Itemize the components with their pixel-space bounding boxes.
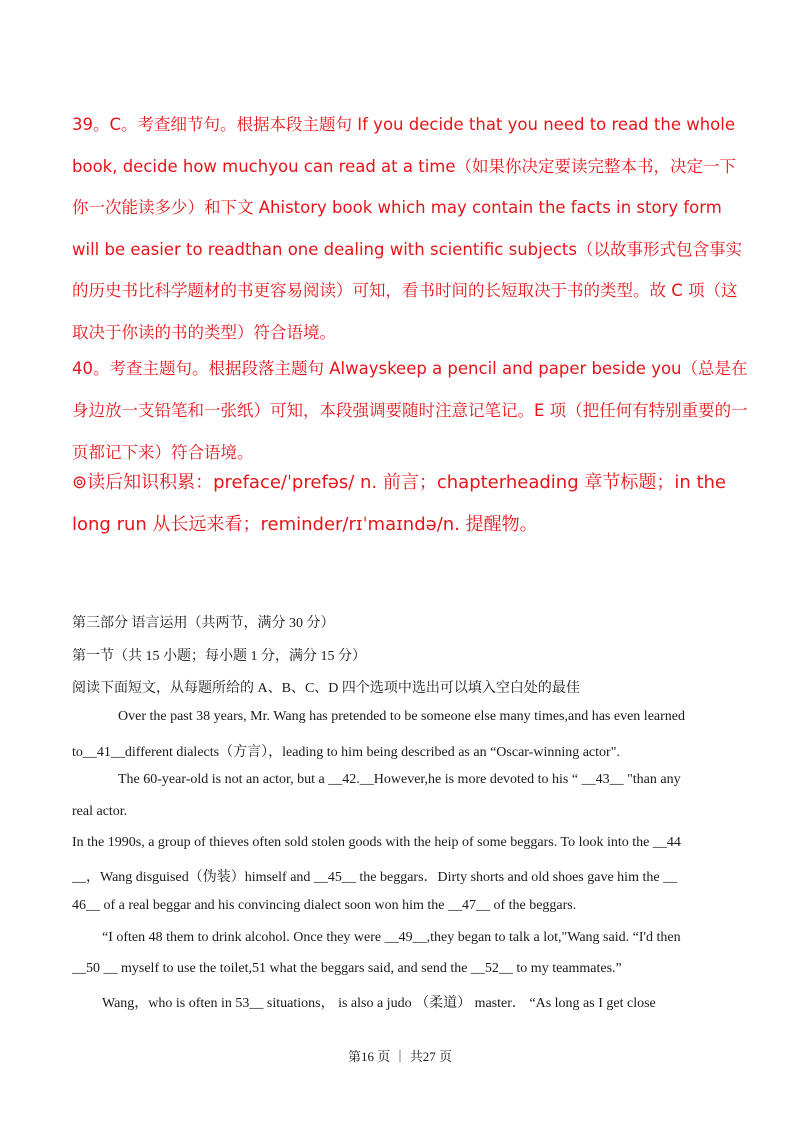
section-instruction: 阅读下面短文，从每题所给的 A、B、C、D 四个选项中选出可以填入空白处的最佳 <box>72 681 580 696</box>
page-footer: 第16 页 ｜ 共27 页 <box>347 1049 452 1064</box>
passage-line: “I often 48 them to drink alcohol. Once they were __49__,they began to talk a lot,"Wang said. “I'd then <box>102 930 681 945</box>
passage-line: 46__ of a real beggar and his convincing dialect soon won him the __47__ of the beggars. <box>72 898 577 913</box>
passage-line: real actor. <box>72 804 128 819</box>
passage-line: In the 1990s, a group of thieves often sold stolen goods with the heip of some beggars. To look into the __44 <box>72 835 681 850</box>
passage-line: to__41__different dialects（方言），leading to him being described as an “Oscar-winning actor". <box>72 745 620 760</box>
knowledge-note <box>72 462 752 545</box>
section-subheading: 第一节（共 15 小题；每小题 1 分，满分 15 分） <box>72 649 366 664</box>
passage-line: Wang，who is often in 53__ situations， is also a judo （柔道） master． “As long as I get close <box>102 996 656 1011</box>
answer-39 <box>72 104 752 353</box>
section-heading: 第三部分 语言运用（共两节，满分 30 分） <box>72 616 335 631</box>
passage-line: The 60-year-old is not an actor, but a __42.__However,he is more devoted to his “ __43__ "than any <box>118 772 681 787</box>
passage-line: __50 __ myself to use the toilet,51 what the beggars said, and send the __52__ to my teammates.” <box>72 961 622 976</box>
knowledge-note-text: ⊚读后知识积累：preface/ˈprefəs/ n. 前言；chapterheading 章节标题；in the long run 从长远来看；reminder/rɪˈmaɪndə/n. 提醒物。 <box>72 472 727 535</box>
answer-40 <box>72 348 752 474</box>
answer-40-text: 40。考查主题句。根据段落主题句 Alwayskeep a pencil and paper beside you（总是在身边放一支铅笔和一张纸）可知，本段强调要随时注意记笔记。E 项（把任何有特别重要的一页都记下来）符合语境。 <box>72 359 748 462</box>
passage-line: Over the past 38 years, Mr. Wang has pretended to be someone else many times,and has even learned <box>118 709 685 724</box>
answer-39-text: 39。C。考查细节句。根据本段主题句 If you decide that you need to read the whole book, decide how muchyou can read at a time（如果你决定要读完整本书，决定一下你一次能读多少）和下文 Ahistory book which may contain the facts in story form will be easier to readthan one dealing with scientific subjects（以故事形式包含事实的历史书比科学题材的书更容易阅读）可知，看书时间的长短取决于书的类型。故 C 项（这取决于你读的书的类型）符合语境。 <box>72 115 742 342</box>
passage-line: __，Wang disguised（伪装）himself and __45__ the beggars．Dirty shorts and old shoes gave him the __ <box>72 870 678 885</box>
